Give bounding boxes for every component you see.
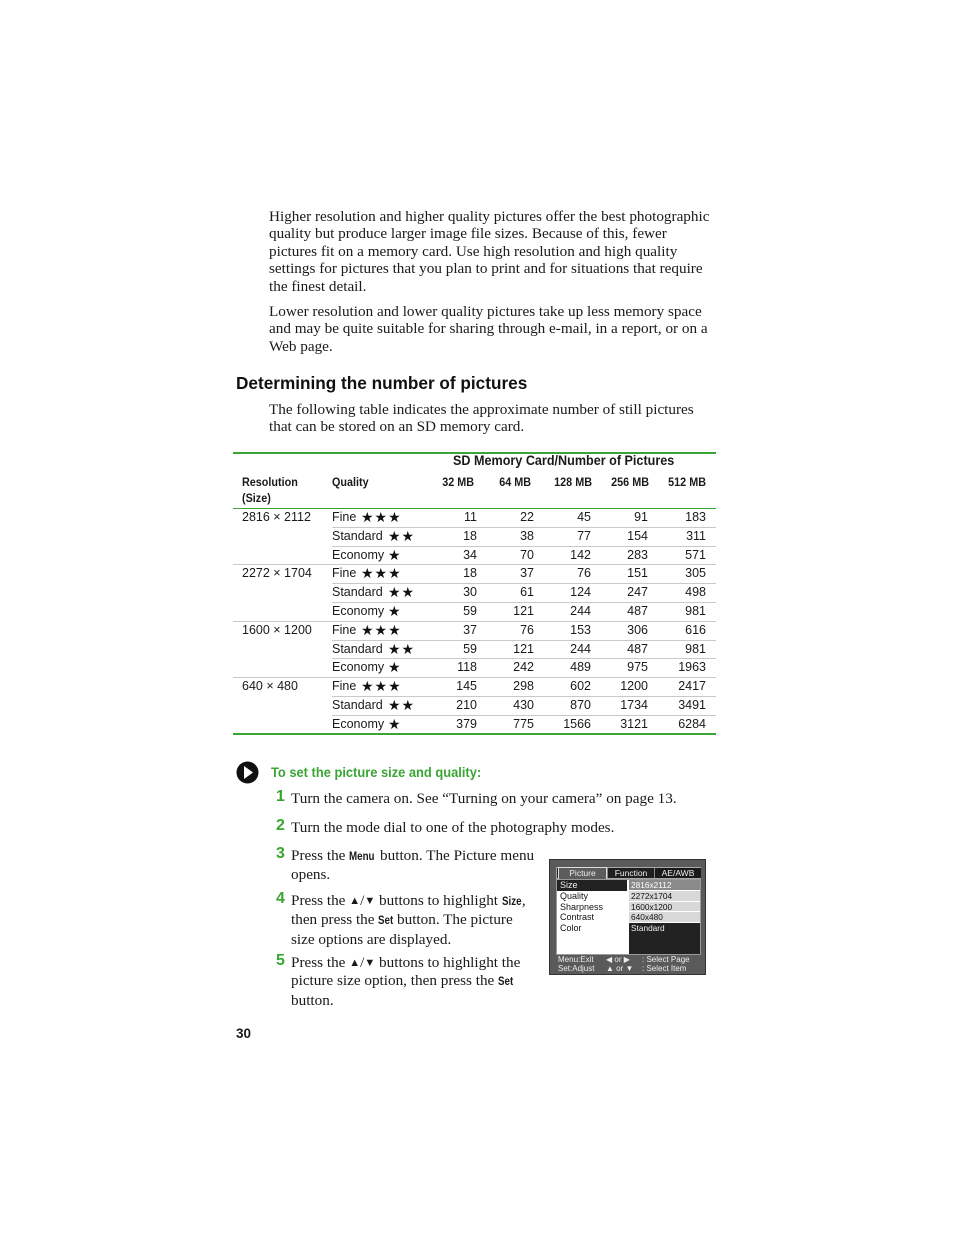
cell-count: 59 xyxy=(463,641,477,656)
left-arrow-icon: ◀ xyxy=(606,955,613,964)
cell-count: 430 xyxy=(513,697,534,712)
cell-quality: Economy xyxy=(332,547,385,562)
cell-count: 981 xyxy=(685,641,706,656)
lcd-menu-items xyxy=(557,880,627,954)
cell-count: 151 xyxy=(627,566,648,581)
cell-count: 145 xyxy=(456,679,477,694)
lcd-tab-picture: Picture xyxy=(558,867,607,879)
lcd-tab-ae-awb: AE/AWB xyxy=(654,868,701,878)
up-arrow-icon: ▲ xyxy=(606,964,614,973)
procedure-title: To set the picture size and quality: xyxy=(271,764,482,780)
quality-stars-icon: ★★ xyxy=(388,527,416,544)
cell-count: 153 xyxy=(570,622,591,637)
cell-resolution: 1600 × 1200 xyxy=(242,622,312,637)
cell-count: 76 xyxy=(577,566,591,581)
cell-count: 34 xyxy=(463,547,477,562)
cell-quality: Economy xyxy=(332,660,385,675)
lcd-current-color-value: Standard xyxy=(629,923,700,934)
lcd-item-contrast: Contrast xyxy=(560,912,595,923)
cell-count: 3121 xyxy=(620,716,648,731)
quality-stars-icon: ★ xyxy=(388,602,402,619)
cell-count: 775 xyxy=(513,716,534,731)
cell-quality: Standard xyxy=(332,641,383,656)
lcd-footer-menu-exit: Menu:Exit xyxy=(558,955,594,964)
lcd-footer-select-item: : Select Item xyxy=(642,964,687,973)
cell-quality: Economy xyxy=(332,603,385,618)
table-row xyxy=(233,697,716,716)
table-row xyxy=(233,716,716,735)
cell-quality: Standard xyxy=(332,585,383,600)
lcd-tab-bar xyxy=(556,867,701,879)
table-row xyxy=(233,528,716,547)
lcd-footer-page-arrows: ◀ or ▶ xyxy=(606,955,630,964)
step-4-text: Press the ▲/▼ buttons to highlight Size, then press the Set button. The picture size options are displayed. xyxy=(291,892,526,948)
cell-count: 298 xyxy=(513,679,534,694)
table-row xyxy=(233,622,716,641)
procedure-arrow-icon xyxy=(236,761,259,784)
lcd-menu-panel xyxy=(556,879,701,955)
cell-count: 118 xyxy=(457,660,477,675)
quality-stars-icon: ★ xyxy=(388,659,402,676)
cell-count: 1963 xyxy=(678,660,706,675)
lcd-item-color: Color xyxy=(560,923,582,934)
right-arrow-icon: ▶ xyxy=(623,955,630,964)
up-arrow-icon: ▲ xyxy=(349,957,361,969)
table-row xyxy=(233,584,716,603)
table-super-header: SD Memory Card/Number of Pictures xyxy=(453,452,675,468)
cell-count: 981 xyxy=(685,603,706,618)
table-bottom-rule xyxy=(233,733,716,735)
down-arrow-icon: ▼ xyxy=(364,957,376,969)
column-header-64mb: 64 MB xyxy=(499,475,531,489)
quality-stars-icon: ★★★ xyxy=(361,678,402,695)
cell-count: 18 xyxy=(463,528,477,543)
lcd-item-sharpness: Sharpness xyxy=(560,901,604,912)
cell-count: 498 xyxy=(685,585,706,600)
intro-paragraph-2: Lower resolution and lower quality pictures take up less memory space and may be quite suitable for sharing through e-mail, in a report, or on a Web page. xyxy=(269,303,708,355)
step-5-text: Press the ▲/▼ buttons to highlight the picture size option, then press the Set button. xyxy=(291,954,521,1009)
lcd-options xyxy=(629,880,700,954)
table-body xyxy=(233,509,716,735)
table-row xyxy=(233,678,716,697)
cell-count: 3491 xyxy=(678,697,706,712)
column-header-256mb: 256 MB xyxy=(611,475,649,489)
cell-count: 30 xyxy=(463,585,477,600)
cell-count: 18 xyxy=(463,566,477,581)
cell-count: 870 xyxy=(570,697,591,712)
cell-count: 61 xyxy=(520,585,534,600)
set-button-label: Set xyxy=(378,915,394,928)
column-header-32mb: 32 MB xyxy=(442,475,474,489)
table-row xyxy=(233,547,716,566)
table-row xyxy=(233,641,716,660)
cell-count: 1200 xyxy=(620,679,648,694)
camera-lcd-screenshot xyxy=(549,859,706,975)
cell-quality: Standard xyxy=(332,528,383,543)
size-menu-label: Size xyxy=(501,896,522,908)
cell-count: 77 xyxy=(577,528,591,543)
table-row xyxy=(233,565,716,584)
cell-count: 37 xyxy=(520,566,534,581)
cell-quality: Standard xyxy=(332,697,383,712)
cell-count: 489 xyxy=(570,660,591,675)
down-arrow-icon: ▼ xyxy=(625,964,634,973)
cell-count: 11 xyxy=(464,510,477,524)
lcd-option-640x480: 640x480 xyxy=(629,912,700,923)
cell-quality: Fine xyxy=(332,622,357,637)
lcd-tab-function: Function xyxy=(607,868,654,878)
cell-count: 244 xyxy=(570,641,591,656)
cell-count: 571 xyxy=(685,547,706,562)
step-1-number: 1 xyxy=(276,788,285,805)
cell-count: 242 xyxy=(513,660,534,675)
table-row xyxy=(233,603,716,622)
section-lead: The following table indicates the approximate number of still pictures that can be stored on an SD memory card. xyxy=(269,401,694,436)
column-header-quality: Quality xyxy=(332,475,369,489)
cell-count: 487 xyxy=(627,641,648,656)
section-heading: Determining the number of pictures xyxy=(236,373,528,393)
cell-count: 38 xyxy=(520,528,534,543)
step-5-number: 5 xyxy=(276,952,285,969)
lcd-item-size: Size xyxy=(557,880,627,891)
column-header-resolution xyxy=(242,474,298,506)
lcd-footer-set-adjust: Set:Adjust xyxy=(558,964,595,973)
lcd-option-1600x1200: 1600x1200 xyxy=(629,902,700,913)
cell-count: 91 xyxy=(634,510,648,524)
cell-count: 121 xyxy=(513,641,534,656)
menu-button-label: Menu xyxy=(349,851,375,863)
cell-count: 244 xyxy=(570,603,591,618)
lcd-footer-item-arrows: ▲ or ▼ xyxy=(606,964,634,973)
cell-count: 602 xyxy=(570,679,591,694)
cell-count: 616 xyxy=(685,622,706,637)
cell-count: 487 xyxy=(627,603,648,618)
quality-stars-icon: ★ xyxy=(388,546,402,563)
cell-count: 76 xyxy=(520,622,534,637)
lcd-footer-select-page: : Select Page xyxy=(642,955,690,964)
column-header-512mb: 512 MB xyxy=(668,475,706,489)
cell-count: 6284 xyxy=(678,716,706,731)
step-3-text: Press the Menu button. The Picture menu opens. xyxy=(291,847,535,884)
cell-count: 59 xyxy=(463,603,477,618)
column-header-resolution-line2: (Size) xyxy=(242,491,271,505)
quality-stars-icon: ★★ xyxy=(388,584,416,601)
quality-stars-icon: ★★ xyxy=(388,640,416,657)
cell-count: 975 xyxy=(627,660,648,675)
cell-count: 247 xyxy=(627,585,648,600)
table-row xyxy=(233,509,716,528)
quality-stars-icon: ★★★ xyxy=(361,565,402,582)
cell-count: 2417 xyxy=(678,679,706,694)
step-1-text: Turn the camera on. See “Turning on your camera” on page 13. xyxy=(291,790,677,807)
cell-quality: Fine xyxy=(332,679,357,694)
step-4-number: 4 xyxy=(276,890,285,907)
lcd-option-2816x2112: 2816x2112 xyxy=(629,880,700,891)
cell-count: 1566 xyxy=(563,716,591,731)
column-header-resolution-line1: Resolution xyxy=(242,475,298,489)
quality-stars-icon: ★★★ xyxy=(361,509,402,525)
up-arrow-icon: ▲ xyxy=(349,895,361,907)
cell-quality: Fine xyxy=(332,510,357,524)
cell-count: 45 xyxy=(577,510,591,524)
step-2-text: Turn the mode dial to one of the photography modes. xyxy=(291,819,615,836)
cell-quality: Economy xyxy=(332,716,385,731)
table-row xyxy=(233,659,716,678)
cell-count: 305 xyxy=(685,566,706,581)
cell-quality: Fine xyxy=(332,566,357,581)
cell-count: 183 xyxy=(685,510,706,524)
set-button-label: Set xyxy=(498,976,514,989)
column-header-128mb: 128 MB xyxy=(554,475,592,489)
quality-stars-icon: ★★★ xyxy=(361,621,402,638)
lcd-item-quality: Quality xyxy=(560,890,589,901)
cell-count: 311 xyxy=(686,528,706,543)
quality-stars-icon: ★ xyxy=(388,715,402,732)
cell-count: 37 xyxy=(463,622,477,637)
cell-count: 210 xyxy=(456,697,477,712)
cell-count: 379 xyxy=(456,716,477,731)
step-3-number: 3 xyxy=(276,845,285,862)
cell-count: 70 xyxy=(520,547,534,562)
cell-count: 121 xyxy=(513,603,534,618)
quality-stars-icon: ★★ xyxy=(388,696,416,713)
cell-count: 154 xyxy=(627,528,648,543)
lcd-option-2272x1704: 2272x1704 xyxy=(629,891,700,902)
down-arrow-icon: ▼ xyxy=(364,895,376,907)
lcd-footer xyxy=(556,955,701,974)
cell-count: 22 xyxy=(520,510,534,524)
cell-resolution: 2816 × 2112 xyxy=(242,510,311,524)
page-number: 30 xyxy=(236,1026,252,1041)
intro-paragraph-1: Higher resolution and higher quality pictures offer the best photographic quality but produce larger image file sizes. Because of this, fewer pictures fit on a memory card. Use high resolution and high quality settings for pictures that you plan to print and for situations that require the finest detail. xyxy=(269,208,710,295)
cell-resolution: 640 × 480 xyxy=(242,679,298,694)
cell-resolution: 2272 × 1704 xyxy=(242,566,312,581)
cell-count: 142 xyxy=(570,547,591,562)
cell-count: 306 xyxy=(627,622,648,637)
step-2-number: 2 xyxy=(276,817,285,834)
cell-count: 283 xyxy=(627,547,648,562)
cell-count: 1734 xyxy=(620,697,648,712)
cell-count: 124 xyxy=(570,585,591,600)
